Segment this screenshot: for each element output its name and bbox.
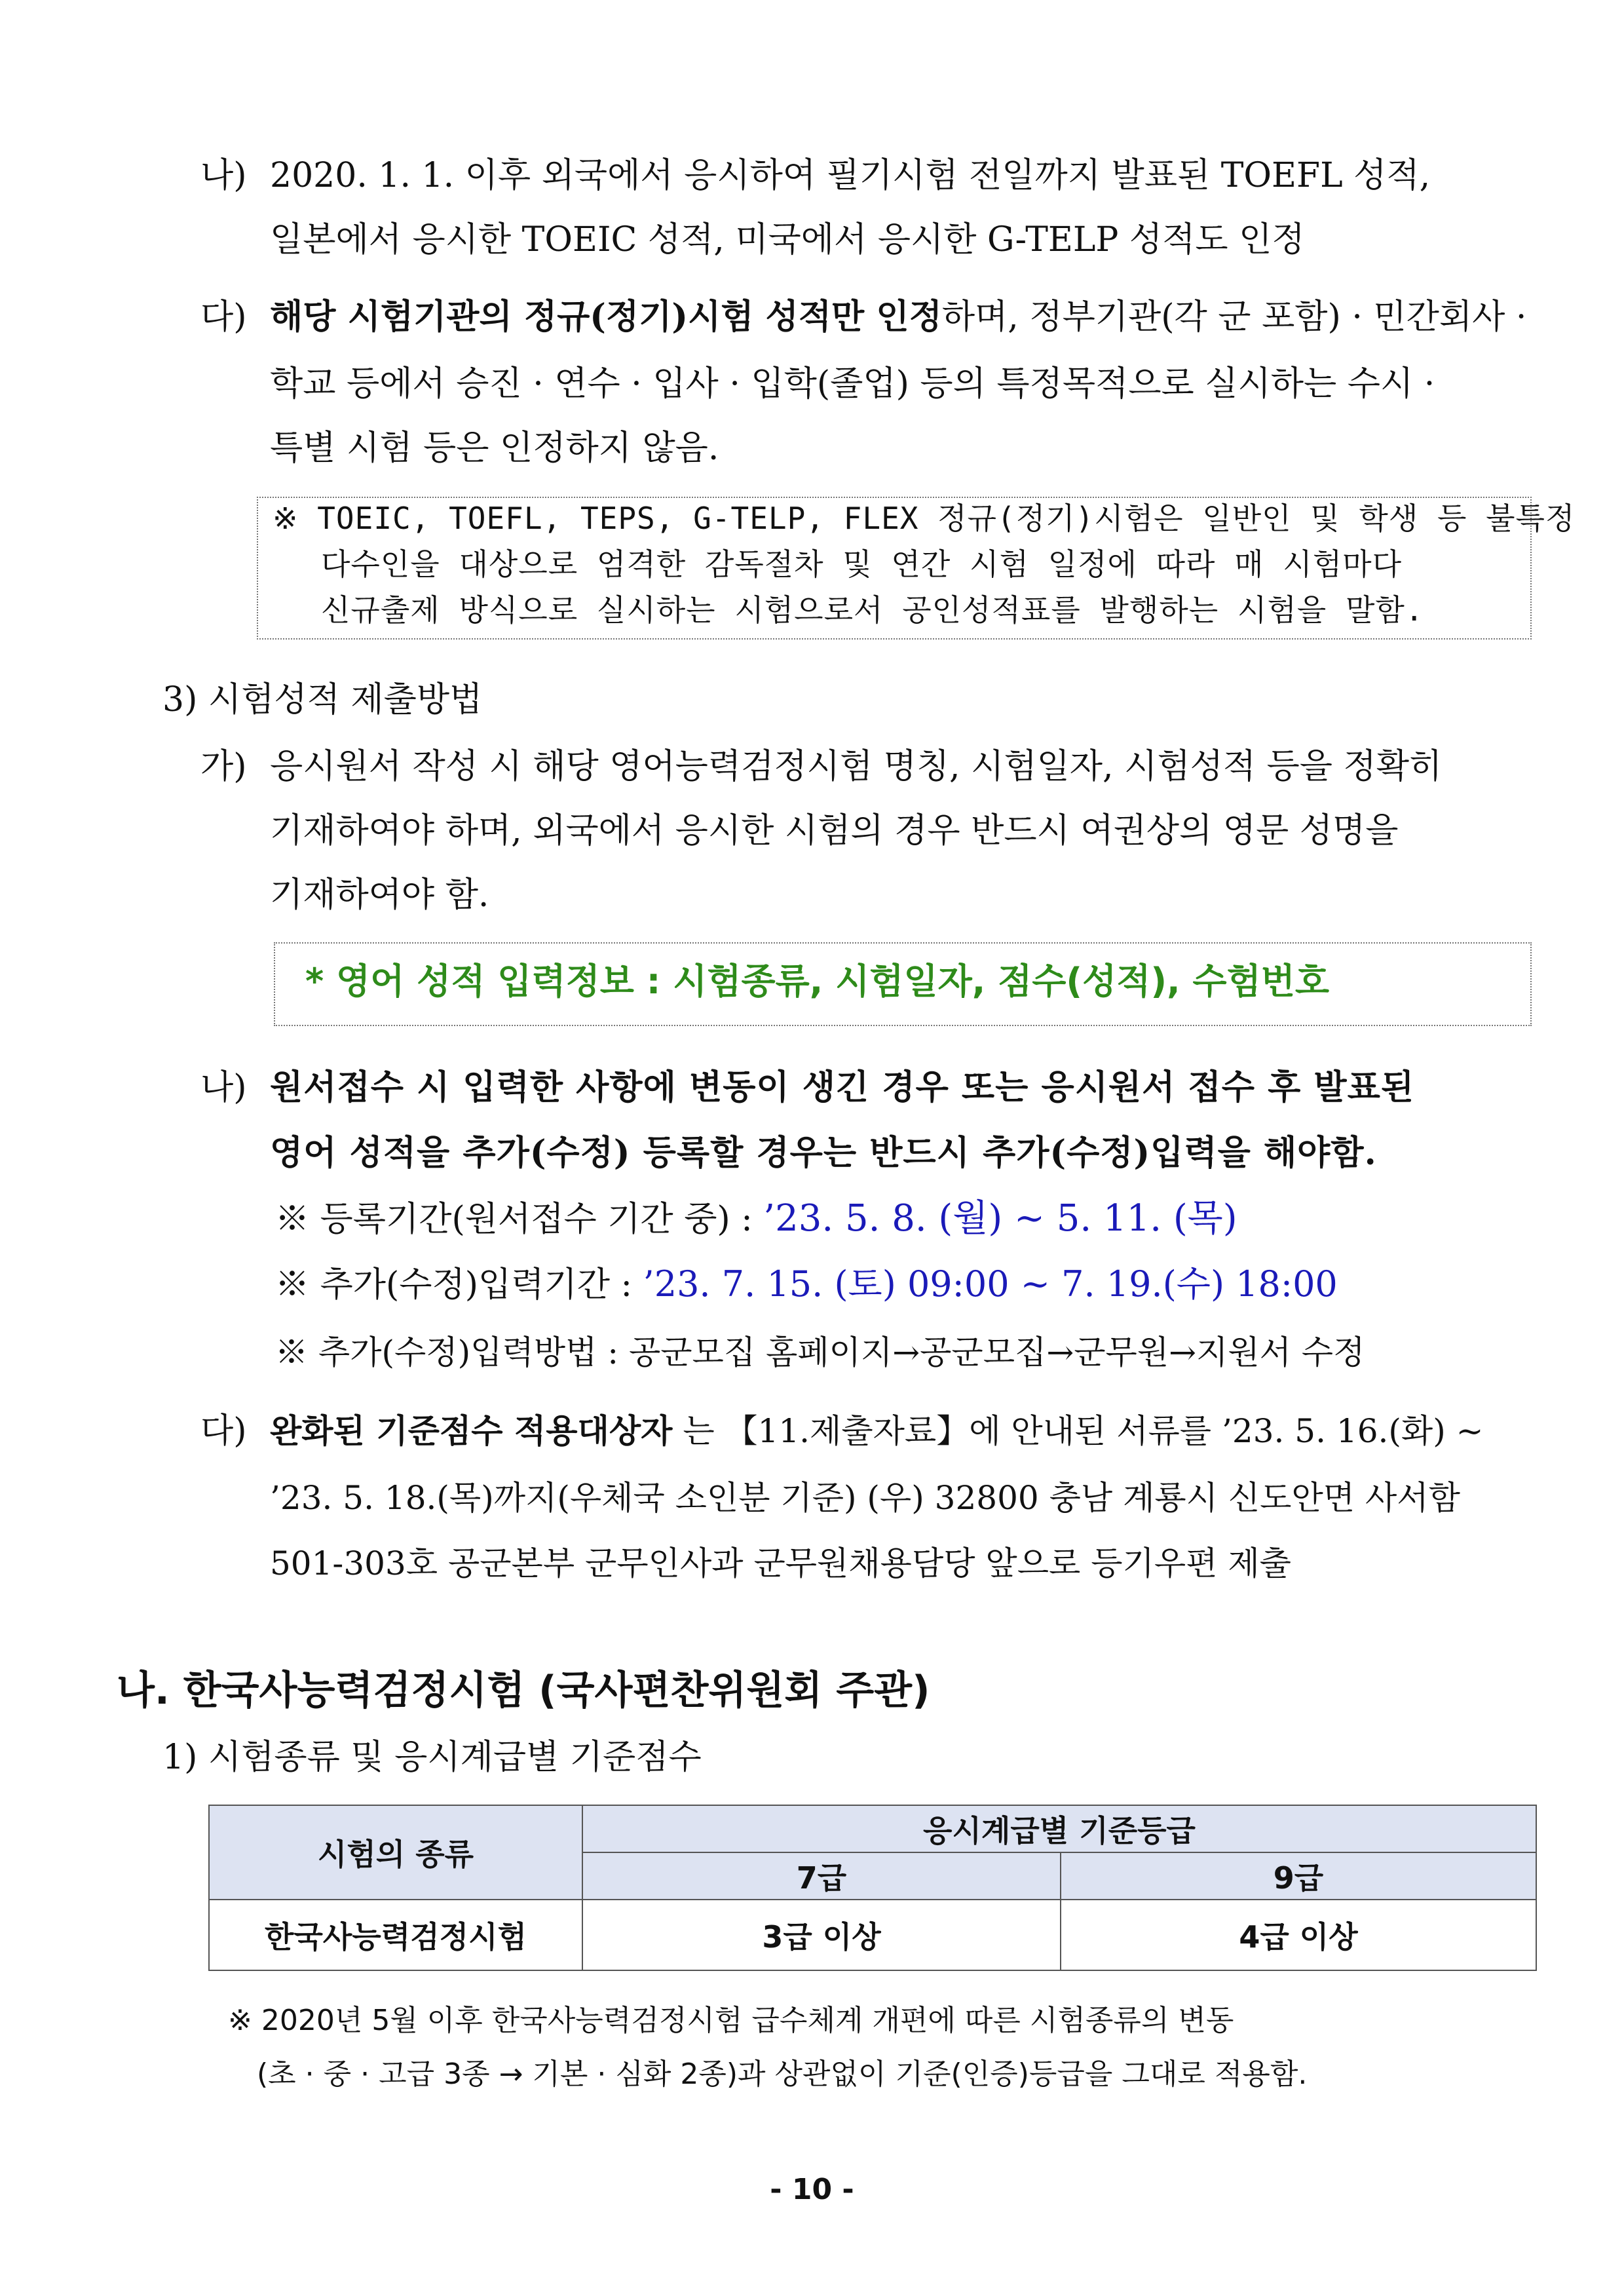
revision-period-value: ’23. 7. 15. (토) 09:00 ~ 7. 19.(수) 18:00: [643, 1263, 1338, 1305]
table-header-grade-7: 7급: [582, 1852, 1061, 1900]
revision-method-note: ※ 추가(수정)입력방법 : 공군모집 홈페이지→공군모집→군무원→지원서 수정: [275, 1333, 1365, 1371]
note-line1: ※ TOEIC, TOEFL, TEPS, G-TELP, FLEX 정규(정기)시험은 일반인 및 학생 등 불특정: [273, 501, 1576, 536]
item-na2-line1: 원서접수 시 입력한 사항에 변동이 생긴 경우 또는 응시원서 접수 후 발표된: [270, 1067, 1415, 1107]
item-na-line1: 2020. 1. 1. 이후 외국에서 응시하여 필기시험 전일까지 발표된 TOEFL 성적,: [270, 156, 1431, 195]
registration-period-label: ※ 등록기간(원서접수 기간 중) :: [275, 1200, 764, 1239]
item-da2-line3: 501-303호 공군본부 군무인사과 군무원채용담당 앞으로 등기우편 제출: [270, 1544, 1291, 1582]
table-header-grade-group: 응시계급별 기준등급: [582, 1805, 1536, 1852]
item-da-bold-text: 해당 시험기관의 정규(정기)시험 성적만 인정: [270, 297, 942, 337]
grade-table: [208, 1805, 1537, 1971]
item-na-line2: 일본에서 응시한 TOEIC 성적, 미국에서 응시한 G-TELP 성적도 인정: [270, 220, 1305, 259]
item-da2-bold-text: 완화된 기준점수 적용대상자: [270, 1411, 673, 1450]
page-number: - 10 -: [770, 2173, 854, 2206]
registration-period-value: ’23. 5. 8. (월) ~ 5. 11. (목): [763, 1197, 1237, 1240]
item-na2-line2: 영어 성적을 추가(수정) 등록할 경우는 반드시 추가(수정)입력을 해야함.: [270, 1133, 1377, 1173]
item-na2-marker: 나): [200, 1068, 247, 1107]
note-line2: 다수인을 대상으로 엄격한 감독절차 및 연간 시험 일정에 따라 매 시험마다: [321, 546, 1403, 582]
registration-period-note: [275, 1195, 1237, 1243]
item-da2-rest-text: 는 【11.제출자료】에 안내된 서류를 ’23. 5. 16.(화) ~: [672, 1412, 1484, 1450]
item-ga-marker: 가): [200, 747, 247, 786]
korean-history-note-line2: (초 · 중 · 고급 3종 → 기본 · 심화 2종)과 상관없이 기준(인증)등급을 그대로 적용함.: [257, 2057, 1308, 2091]
item-da-line2: 학교 등에서 승진 · 연수 · 입사 · 입학(졸업) 등의 특정목적으로 실시하는 수시 ·: [270, 364, 1435, 404]
table-cell-exam: 한국사능력검정시험: [209, 1900, 582, 1970]
item-da2-line2: ’23. 5. 18.(목)까지(우체국 소인분 기준) (우) 32800 충남 계룡시 신도안면 사서함: [270, 1479, 1460, 1517]
revision-period-label: ※ 추가(수정)입력기간 :: [275, 1265, 643, 1305]
item-da-line3: 특별 시험 등은 인정하지 않음.: [270, 429, 719, 468]
item-ga-line2: 기재하여야 하며, 외국에서 응시한 시험의 경우 반드시 여권상의 영문 성명을: [270, 811, 1399, 851]
item-da-marker: 다): [200, 297, 247, 337]
item-da-line1: [270, 294, 1526, 341]
score-info-text: * 영어 성적 입력정보 : 시험종류, 시험일자, 점수(성적), 수험번호: [305, 961, 1330, 1002]
item-da-rest-text: 하며, 정부기관(각 군 포함) · 민간회사 ·: [941, 297, 1527, 337]
item-ga-line1: 응시원서 작성 시 해당 영어능력검정시험 명칭, 시험일자, 시험성적 등을 정확히: [270, 747, 1443, 786]
korean-history-subtitle: 1) 시험종류 및 응시계급별 기준점수: [162, 1738, 702, 1777]
item-na-marker: 나): [200, 156, 247, 195]
item-da2-line1: [270, 1407, 1484, 1455]
korean-history-heading: 나. 한국사능력검정시험 (국사편찬위원회 주관): [117, 1668, 930, 1713]
note-line3: 신규출제 방식으로 실시하는 시험으로서 공인성적표를 발행하는 시험을 말함.: [321, 592, 1424, 628]
table-cell-grade-9: 4급 이상: [1061, 1900, 1536, 1970]
item-da2-marker: 다): [200, 1411, 247, 1451]
table-header-exam-type: 시험의 종류: [209, 1805, 582, 1900]
table-cell-grade-7: 3급 이상: [582, 1900, 1061, 1970]
table-header-grade-9: 9급: [1061, 1852, 1536, 1900]
section-3-title: 3) 시험성적 제출방법: [162, 680, 483, 719]
revision-period-note: [275, 1261, 1338, 1309]
korean-history-note-line1: ※ 2020년 5월 이후 한국사능력검정시험 급수체계 개편에 따른 시험종류의 변동: [228, 2004, 1234, 2037]
item-ga-line3: 기재하여야 함.: [270, 875, 489, 915]
